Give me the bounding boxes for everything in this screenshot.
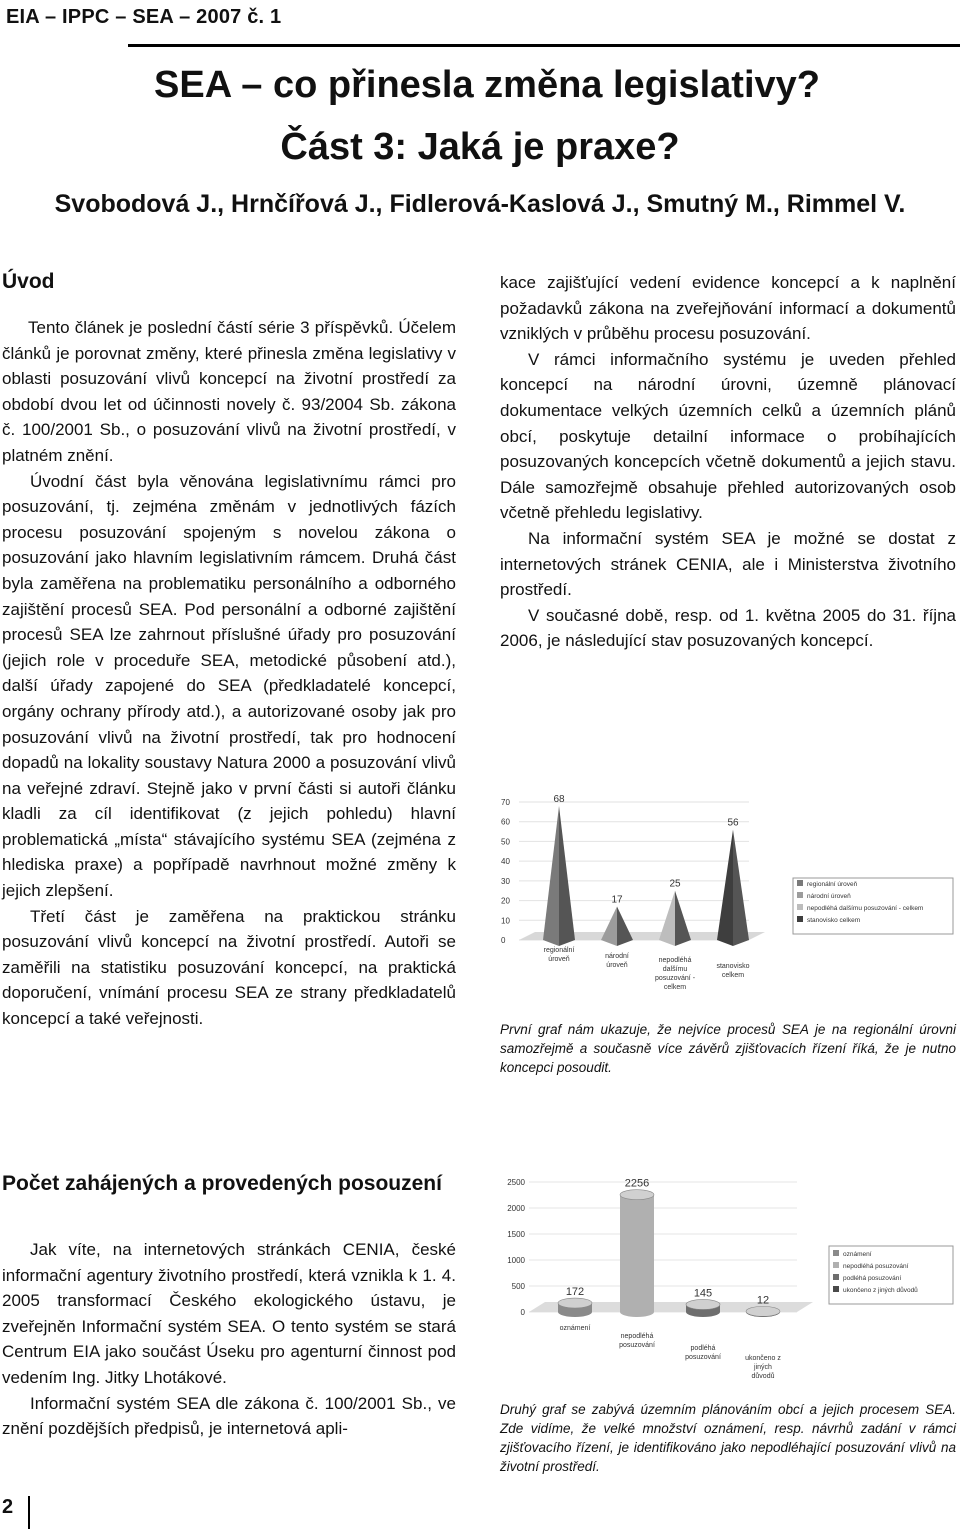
category-label: ukončeno z xyxy=(745,1355,781,1362)
right-paragraph: V rámci informačního systému je uveden přehled koncepcí na národní úrovni, územně plánovací dokumentace velkých územních celků a územních plánů obcí, poskytuje detailní informace o probíhajících posuzovaných koncepcích včetně dokumentů a jejich stavu. Dále samozřejmě obsahuje přehled autorizovaných osob včetně přehledu legislativy. xyxy=(500,349,956,523)
pyramid-bar-left xyxy=(659,891,675,946)
pyramid-bar-left xyxy=(601,906,617,946)
page-number: 2 xyxy=(2,1496,14,1518)
category-label: národní xyxy=(605,953,629,960)
pyramid-bar-right xyxy=(617,906,633,946)
cylinder-top xyxy=(686,1299,720,1309)
data-label: 56 xyxy=(727,817,739,829)
category-label: jiných xyxy=(754,1364,772,1371)
data-label: 172 xyxy=(565,1286,585,1299)
section2-paragraph: Informační systém SEA dle zákona č. 100/2001 Sb., ve znění pozdějších předpisů, je internetová apli- xyxy=(2,1393,456,1439)
pyramid-bar-right xyxy=(675,891,691,946)
cylinder-top xyxy=(558,1298,592,1308)
y-tick-label: 20 xyxy=(501,896,510,906)
category-label: oznámení xyxy=(559,1325,591,1332)
legend-entry: národní úroveň xyxy=(807,893,851,900)
intro-section xyxy=(2,268,456,1032)
category-label: posuzování xyxy=(685,1354,721,1361)
title-block xyxy=(0,54,960,224)
legend-swatch xyxy=(797,880,803,886)
data-label: 68 xyxy=(553,793,565,805)
y-tick-label: 0 xyxy=(501,936,506,945)
category-label: nepodléhá xyxy=(658,957,692,964)
legend-swatch xyxy=(833,1250,839,1256)
data-label: 145 xyxy=(693,1287,713,1300)
data-label: 25 xyxy=(669,878,681,890)
y-tick-label: 1000 xyxy=(507,1256,525,1265)
chart-land-use-plans xyxy=(497,1170,957,1392)
intro-heading: Úvod xyxy=(2,270,55,293)
category-label: regionální xyxy=(543,947,575,954)
assessment-count-section xyxy=(2,1170,456,1442)
legend-entry: stanovisko celkem xyxy=(807,917,861,924)
category-label: posuzování xyxy=(619,1342,655,1349)
legend-swatch xyxy=(797,892,803,898)
cylinder-bar xyxy=(620,1195,654,1312)
y-tick-label: 60 xyxy=(501,817,510,827)
y-tick-label: 500 xyxy=(511,1282,525,1291)
footer-rule xyxy=(28,1496,30,1529)
legend-entry: regionální úroveň xyxy=(807,881,858,888)
legend-swatch xyxy=(833,1262,839,1268)
cylinder-base xyxy=(620,1307,654,1317)
intro-paragraph: Tento článek je poslední částí série 3 příspěvků. Účelem článků je porovnat změny, které přinesla změna legislativy v oblasti posuzování vlivů koncepcí na životní prostředí za období dvou let od účinnosti novely č. 93/2004 Sb. zákona č. 100/2001 Sb., o posuzování vlivů na životní prostředí, v platném znění. xyxy=(2,318,456,465)
cylinder-top xyxy=(746,1306,780,1316)
y-tick-label: 70 xyxy=(501,798,510,807)
intro-paragraph: Úvodní část byla věnována legislativnímu rámci pro posuzování, tj. zejména změnám v jednotlivých fázích procesu posuzování spojeným s novelou zákona o posuzování jako hlavním legislativním rámcem. Druhá část byla zaměřena na problematiku personálního a odborného zajištění procesů SEA. Pod personální a odborné zajištění procesů SEA lze zahrnout příslušné úřady pro posuzování (jejich role v proceduře SEA, metodické působení atd.), další úřady zapojené do SEA (předkladatelé koncepcí, orgány ochrany přírody atd.), a autorizované osoby jak pro posuzování vlivů na životní prostředí, tak pro hodnocení dopadů na lokality soustavy Natura 2000 a posuzování vlivů na veřejné zdraví. Stejně jako v první části si autoři článku kladli za cíl identifikovat (z jejich pohledu) hlavní problematická „místa“ stávajícího systému SEA (zejména z hlediska praxe) a popřípadě navrhnout možné změny k jejich zlepšení. xyxy=(2,471,456,901)
chart-sea-processes xyxy=(497,790,957,1004)
category-label: úroveň xyxy=(606,962,628,969)
data-label: 12 xyxy=(756,1294,770,1307)
y-tick-label: 0 xyxy=(520,1308,525,1317)
category-label: podléhá xyxy=(690,1345,716,1352)
category-label: úroveň xyxy=(548,956,570,963)
legend-entry: podléhá posuzování xyxy=(843,1275,902,1282)
legend-entry: nepodléhá dalšímu posuzování - celkem xyxy=(807,905,924,912)
y-tick-label: 1500 xyxy=(507,1230,525,1239)
right-paragraph: V současné době, resp. od 1. května 2005 do 31. října 2006, je následující stav posuzovaných koncepcí. xyxy=(500,605,956,651)
y-tick-label: 40 xyxy=(501,857,510,867)
legend-swatch xyxy=(833,1274,839,1280)
category-label: důvodů xyxy=(751,1373,775,1380)
category-label: nepodléhá xyxy=(620,1333,654,1340)
legend-swatch xyxy=(797,904,803,910)
category-label: posuzování - xyxy=(654,975,696,982)
article-title-line2: Část 3: Jaká je praxe? xyxy=(280,126,680,168)
running-head: EIA – IPPC – SEA – 2007 č. 1 xyxy=(6,6,282,28)
category-label: celkem xyxy=(663,984,687,991)
data-label: 2256 xyxy=(624,1177,650,1190)
legend-entry: oznámení xyxy=(843,1251,872,1258)
right-paragraph: Na informační systém SEA je možné se dostat z internetových stránek CENIA, ale i Ministerstva životního prostředí. xyxy=(500,528,956,600)
category-label: dalšímu xyxy=(662,966,688,973)
pyramid-bar-right xyxy=(559,806,575,946)
right-paragraph: kace zajišťující vedení evidence koncepcí a k naplnění požadavků zákona na zveřejňování informací a dokumentů vzniklých v průběhu procesu posuzování. xyxy=(500,273,956,344)
pyramid-bar-left xyxy=(717,830,733,946)
y-tick-label: 10 xyxy=(501,916,510,926)
intro-paragraph: Třetí část je zaměřena na praktickou stránku posuzování vlivů koncepcí na životní prostředí. Autoři se zaměřili na statistiku posuzování koncepcí, na praktická doporučení, vnímání procesu SEA ze strany předkladatelů koncepcí a také veřejnosti. xyxy=(2,906,456,1029)
section2-heading: Počet zahájených a provedených posouzení xyxy=(2,1172,442,1195)
legend-swatch xyxy=(833,1286,839,1292)
article-authors: Svobodová J., Hrnčířová J., Fidlerová-Kaslová J., Smutný M., Rimmel V. xyxy=(54,190,906,218)
header-rule xyxy=(128,44,960,47)
category-label: stanovisko xyxy=(716,963,750,970)
pyramid-bar-right xyxy=(733,830,749,946)
legend-entry: nepodléhá posuzování xyxy=(843,1263,909,1270)
y-tick-label: 50 xyxy=(501,837,510,847)
cylinder-top xyxy=(620,1190,654,1200)
y-tick-label: 2500 xyxy=(507,1178,525,1187)
chart1-caption: První graf nám ukazuje, že nejvíce procesů SEA je na regionální úrovni samozřejmě a současně více závěrů zjišťovacích řízení říká, že je nutno koncepci posoudit. xyxy=(500,1022,956,1075)
legend-entry: ukončeno z jiných důvodů xyxy=(843,1287,918,1294)
section2-paragraph: Jak víte, na internetových stránkách CENIA, české informační agentury životního prostředí, která vznikla k 1. 4. 2005 transformací Českého ekologického ústavu, je zveřejněn Informační systém SEA. O tento systém se stará Centrum EIA jako součást Úseku pro agenturní činnost pod vedením Ing. Jitky Lhotákové. xyxy=(2,1240,456,1387)
y-tick-label: 30 xyxy=(501,876,510,886)
legend-swatch xyxy=(797,916,803,922)
data-label: 17 xyxy=(611,894,623,906)
cylinder-base xyxy=(558,1307,592,1317)
chart2-caption: Druhý graf se zabývá územním plánováním obcí a jejich procesem SEA. Zde vidíme, že velké množství oznámení, resp. návrhů zadání v rámci zjišťovacího řízení, je identifikováno jako nepodléhající posuzování vlivů na životní prostředí. xyxy=(500,1402,956,1474)
pyramid-bar-left xyxy=(543,806,559,946)
right-column xyxy=(500,270,956,654)
y-tick-label: 2000 xyxy=(507,1204,525,1213)
category-label: celkem xyxy=(721,972,745,979)
article-title-line1: SEA – co přinesla změna legislativy? xyxy=(154,64,820,106)
